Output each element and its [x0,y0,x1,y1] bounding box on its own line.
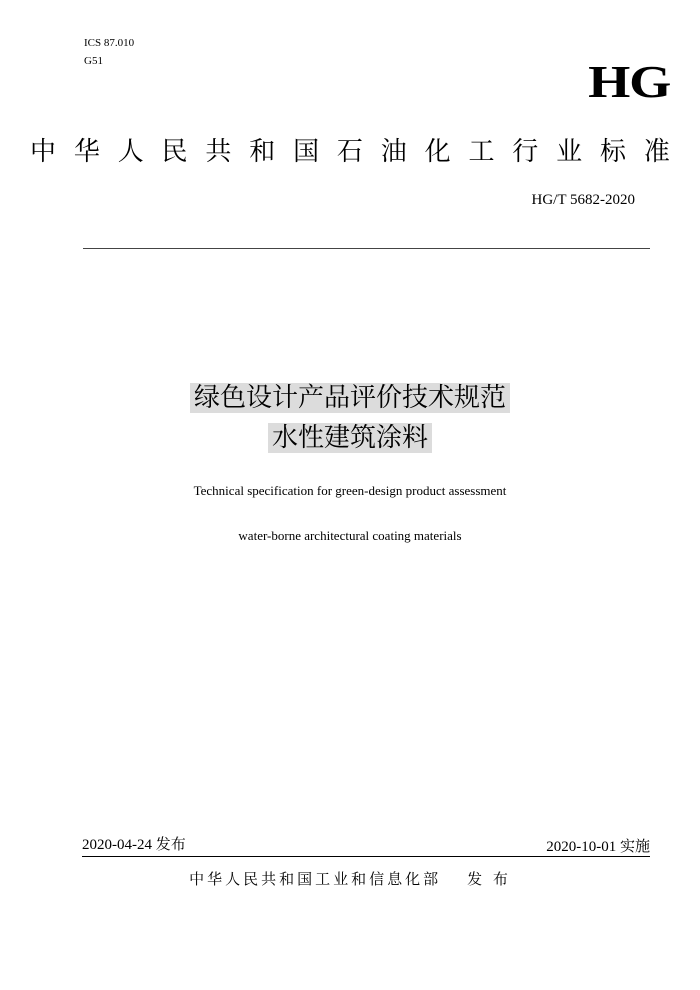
english-title-line-1: Technical specification for green-design product assessment [193,483,507,498]
ics-code: ICS 87.010 [84,37,135,49]
chinese-title-line-2 [0,418,700,458]
industry-title-char: 业 [556,137,583,167]
header-divider [83,248,650,249]
chinese-title-sub: 水性建筑涂料 [268,423,432,453]
industry-title-char: 中 [30,137,57,167]
industry-title-char: 工 [468,137,495,167]
issuer-line [0,868,700,890]
industry-title-char: 准 [643,137,670,167]
industry-title-char: 民 [161,137,188,167]
industry-title-char: 行 [512,137,539,167]
implementation-date: 2020-10-01 实施 [546,839,650,855]
footer-divider [82,856,650,857]
english-title-line-2: water-borne architectural coating materials [238,528,462,543]
classification-code: G51 [84,55,103,67]
chinese-title-main: 绿色设计产品评价技术规范 [190,383,510,413]
standard-number: HG/T 5682-2020 [531,192,635,208]
hg-logo: HG [588,56,671,107]
industry-title-char: 和 [249,137,276,167]
industry-title-char: 油 [380,137,407,167]
issuer-action: 发 布 [467,870,511,888]
chinese-title-line-1 [0,378,700,418]
industry-title-char: 标 [599,137,626,167]
issue-date: 2020-04-24 发布 [82,837,186,853]
industry-title-char: 石 [336,137,363,167]
industry-title-char: 国 [293,137,320,167]
industry-title-char: 共 [205,137,232,167]
industry-title-char: 人 [117,137,144,167]
industry-standard-title [30,132,670,172]
issuer-name: 中华人民共和国工业和信息化部 [189,870,442,888]
industry-title-char: 华 [73,137,100,167]
industry-title-char: 化 [424,137,451,167]
